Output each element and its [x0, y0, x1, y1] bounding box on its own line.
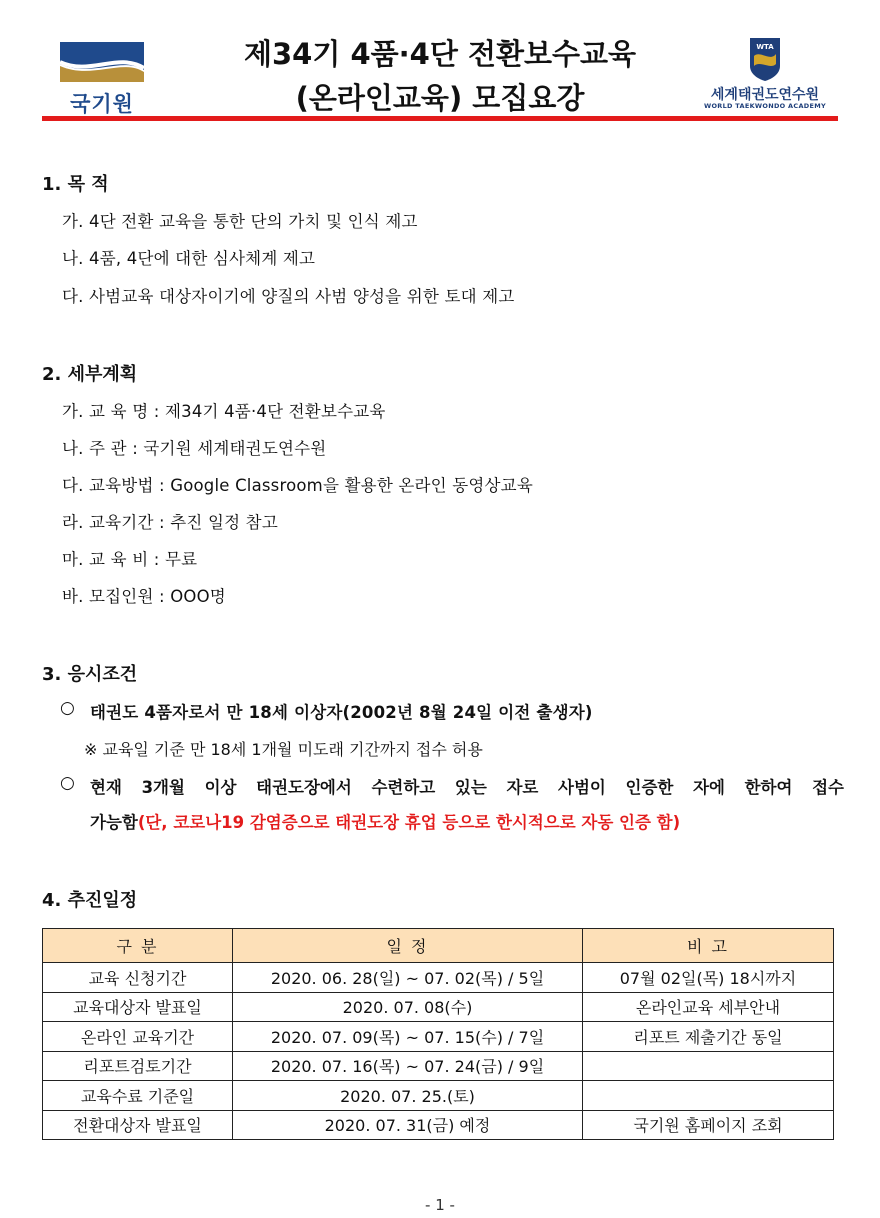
plan-item: 마. 교 육 비 : 무료: [62, 550, 198, 569]
title-line-2: (온라인교육) 모집요강: [295, 81, 585, 115]
eligibility-note: ※ 교육일 기준 만 18세 1개월 미도래 기간까지 접수 허용: [84, 740, 483, 759]
table-cell: 온라인 교육기간: [43, 1022, 233, 1052]
table-cell: 2020. 07. 09(목) ~ 07. 15(수) / 7일: [233, 1022, 583, 1052]
page-number: - 1 -: [425, 1196, 455, 1214]
table-row: [43, 992, 834, 1022]
table-cell: 2020. 07. 31(금) 예정: [233, 1110, 583, 1140]
eligibility-condition-2-cont: [90, 809, 680, 833]
document-header: [42, 30, 838, 122]
table-row: [43, 1110, 834, 1140]
section-heading-schedule: 4. 추진일정: [42, 890, 138, 911]
plan-item: 가. 교 육 명 : 제34기 4품·4단 전환보수교육: [62, 402, 386, 421]
bullet-circle-icon: ○: [60, 698, 75, 718]
table-cell: 온라인교육 세부안내: [583, 992, 834, 1022]
title-line-1: 제34기 4품·4단 전환보수교육: [243, 37, 637, 71]
plan-item: 바. 모집인원 : OOO명: [62, 587, 226, 606]
table-cell: [583, 1051, 834, 1081]
schedule-table: [42, 928, 834, 1140]
table-cell: 교육수료 기준일: [43, 1081, 233, 1111]
table-row: [43, 963, 834, 993]
eligibility-condition-2: 현재 3개월 이상 태권도장에서 수련하고 있는 자로 사범이 인증한 자에 한하여 접수: [90, 778, 844, 797]
table-cell: 2020. 07. 08(수): [233, 992, 583, 1022]
section-heading-purpose: 1. 목 적: [42, 174, 109, 195]
column-header-remarks: 비 고: [583, 929, 834, 963]
condition-2-ending: 가능함: [90, 813, 138, 832]
plan-item: 다. 교육방법 : Google Classroom을 활용한 온라인 동영상교육: [62, 476, 533, 495]
page-title: [202, 32, 678, 120]
table-cell: 07월 02일(목) 18시까지: [583, 963, 834, 993]
wta-badge-icon: [748, 36, 782, 82]
plan-item: 라. 교육기간 : 추진 일정 참고: [62, 513, 278, 532]
table-row: [43, 1022, 834, 1052]
table-cell: [583, 1081, 834, 1111]
section-heading-eligibility: 3. 응시조건: [42, 664, 138, 685]
covid-exception-note: (단, 코로나19 감염증으로 태권도장 휴업 등으로 한시적으로 자동 인증 함): [137, 813, 681, 832]
header-divider: [42, 116, 838, 121]
table-cell: 2020. 07. 16(목) ~ 07. 24(금) / 9일: [233, 1051, 583, 1081]
wta-logo-korean: 세계태권도연수원: [710, 87, 820, 103]
bullet-circle-icon: ○: [60, 773, 75, 793]
eligibility-condition-1: 태권도 4품자로서 만 18세 이상자(2002년 8월 24일 이전 출생자): [90, 703, 593, 722]
table-cell: 2020. 07. 25.(토): [233, 1081, 583, 1111]
table-cell: 2020. 06. 28(일) ~ 07. 02(목) / 5일: [233, 963, 583, 993]
purpose-item: 다. 사범교육 대상자이기에 양질의 사범 양성을 위한 토대 제고: [62, 287, 515, 306]
table-cell: 리포트 제출기간 동일: [583, 1022, 834, 1052]
kukkiwon-logo-text: 국기원: [70, 92, 134, 116]
table-cell: 리포트검토기간: [43, 1051, 233, 1081]
table-cell: 전환대상자 발표일: [43, 1110, 233, 1140]
purpose-item: 나. 4품, 4단에 대한 심사체계 제고: [62, 249, 316, 268]
column-header-schedule: 일 정: [233, 929, 583, 963]
kukkiwon-logo: [52, 36, 152, 116]
table-cell: 교육대상자 발표일: [43, 992, 233, 1022]
table-cell: 교육 신청기간: [43, 963, 233, 993]
purpose-item: 가. 4단 전환 교육을 통한 단의 가치 및 인식 제고: [62, 212, 418, 231]
table-header-row: [43, 929, 834, 963]
table-cell: 국기원 홈페이지 조회: [583, 1110, 834, 1140]
kukkiwon-emblem-icon: [52, 36, 152, 88]
section-heading-plan: 2. 세부계획: [42, 364, 138, 385]
wta-logo: [692, 36, 838, 116]
column-header-category: 구 분: [43, 929, 233, 963]
plan-item: 나. 주 관 : 국기원 세계태권도연수원: [62, 439, 327, 458]
wta-logo-english: WORLD TAEKWONDO ACADEMY: [704, 102, 826, 110]
table-row: [43, 1081, 834, 1111]
table-row: [43, 1051, 834, 1081]
svg-text:WTA: WTA: [756, 43, 774, 51]
